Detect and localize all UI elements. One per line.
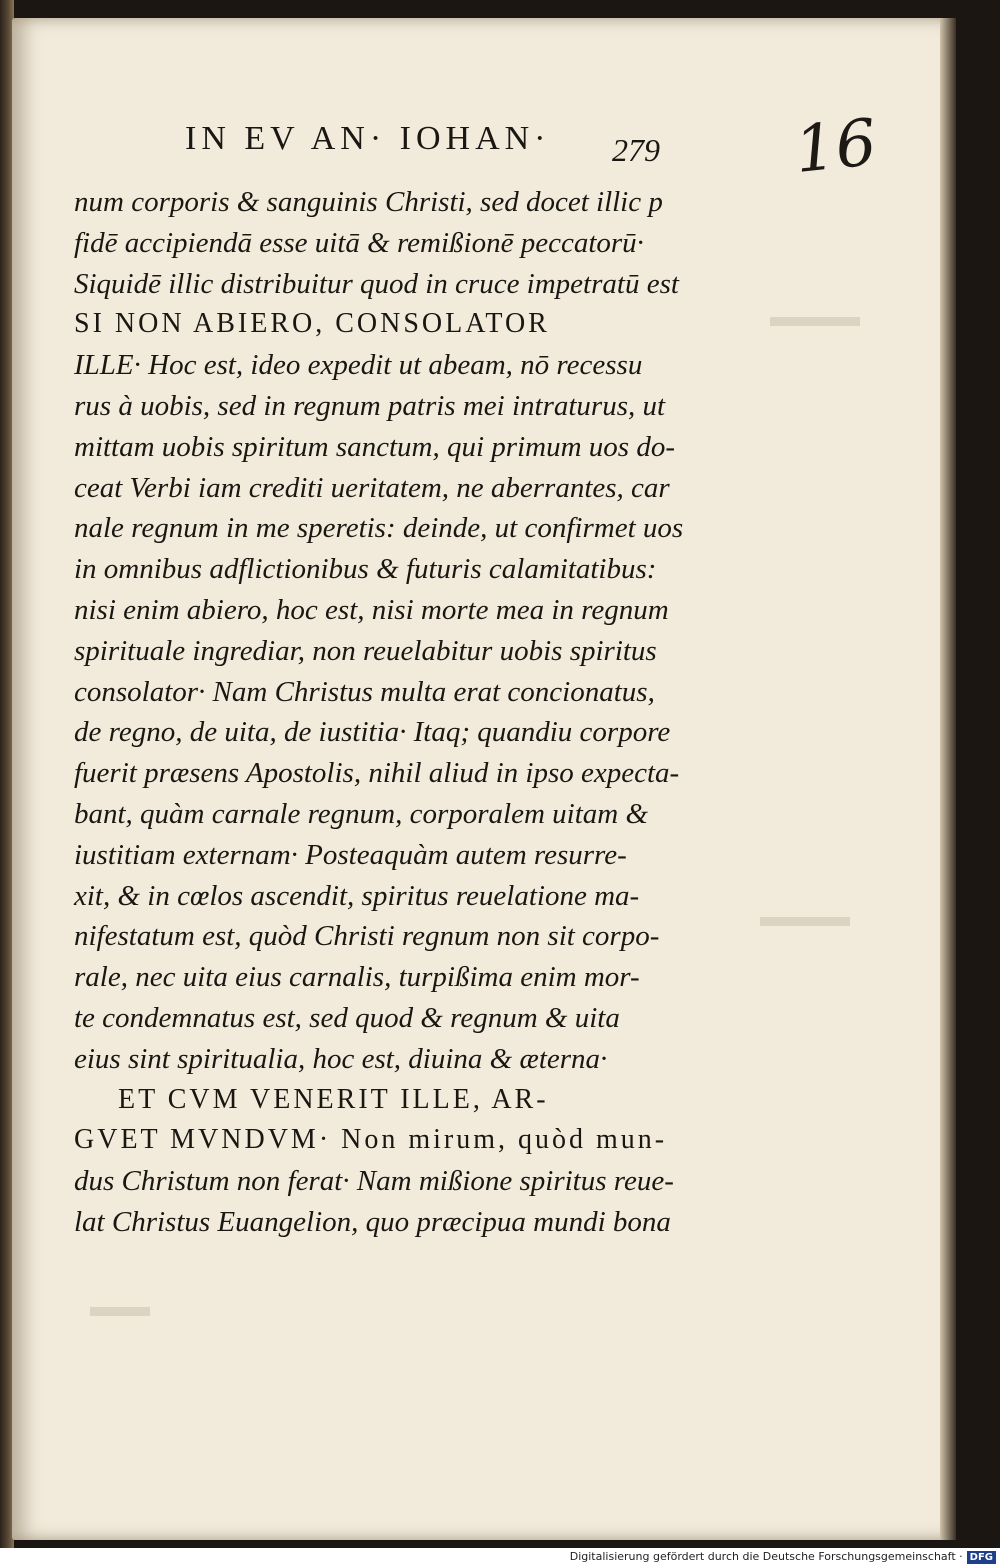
text-line: lat Christus Euangelion, quo præcipua mundi bona xyxy=(74,1205,671,1238)
page-edge-shadow xyxy=(940,18,956,1540)
text-line: nale regnum in me speretis: deinde, ut confirmet uos xyxy=(74,512,684,545)
text-line: ILLE· Hoc est, ideo expedit ut abeam, nō recessu xyxy=(74,349,643,382)
text-line: nifestatum est, quòd Christi regnum non sit corpo- xyxy=(74,920,660,953)
text-line: rus à uobis, sed in regnum patris mei intraturus, ut xyxy=(74,389,666,422)
dfg-logo: DFG xyxy=(967,1551,996,1564)
text-line: rale, nec uita eius carnalis, turpißima enim mor- xyxy=(74,961,640,994)
running-head: IN EV AN· IOHAN· xyxy=(185,120,551,157)
footer-credit-text: Digitalisierung gefördert durch die Deutsche Forschungsgemeinschaft · xyxy=(569,1550,963,1563)
handwritten-folio-number: 16 xyxy=(791,105,881,189)
text-line: te condemnatus est, sed quod & regnum & uita xyxy=(74,1001,620,1034)
text-line: consolator· Nam Christus multa erat concionatus, xyxy=(74,675,655,708)
bleed-through-mark: ▬▬▬ xyxy=(760,900,850,933)
text-line: iustitiam externam· Posteaquàm autem resurre- xyxy=(74,838,627,871)
text-line: eius sint spiritualia, hoc est, diuina & æterna· xyxy=(74,1042,608,1075)
bleed-through-mark: ▬▬▬ xyxy=(770,300,860,333)
text-line: dus Christum non ferat· Nam mißione spiritus reue- xyxy=(74,1165,674,1198)
text-line: fuerit præsens Apostolis, nihil aliud in ipso expecta- xyxy=(74,757,680,790)
text-line: de regno, de uita, de iustitia· Itaq; quandiu corpore xyxy=(74,716,671,749)
text-line: xit, & in cœlos ascendit, spiritus reuelatione ma- xyxy=(74,879,640,912)
page-number: 279 xyxy=(612,132,660,168)
text-line: bant, quàm carnale regnum, corporalem uitam & xyxy=(74,797,649,830)
text-line-lemma: ET CVM VENERIT ILLE, AR- xyxy=(118,1083,549,1115)
main-text-block xyxy=(74,182,714,1243)
text-line: ceat Verbi iam crediti ueritatem, ne aberrantes, car xyxy=(74,471,670,504)
text-line: nisi enim abiero, hoc est, nisi morte mea in regnum xyxy=(74,593,669,626)
text-line: spirituale ingrediar, non reuelabitur uobis spiritus xyxy=(74,634,657,667)
text-line: in omnibus adflictionibus & futuris calamitatibus: xyxy=(74,553,657,586)
text-line: Siquidē illic distribuitur quod in cruce impetratū est xyxy=(74,267,679,300)
text-line: num corporis & sanguinis Christi, sed docet illic p xyxy=(74,186,663,218)
digitization-footer xyxy=(0,1548,1000,1565)
text-line: mittam uobis spiritum sanctum, qui primum uos do- xyxy=(74,430,675,463)
text-line-lemma: GVET MVNDVM· Non mirum, quòd mun- xyxy=(74,1124,668,1156)
text-line-lemma: SI NON ABIERO, CONSOLATOR xyxy=(74,308,550,340)
text-line: fidē accipiendā esse uitā & remißionē peccatorū· xyxy=(74,226,644,259)
bleed-through-mark: ▬▬ xyxy=(90,1290,150,1323)
